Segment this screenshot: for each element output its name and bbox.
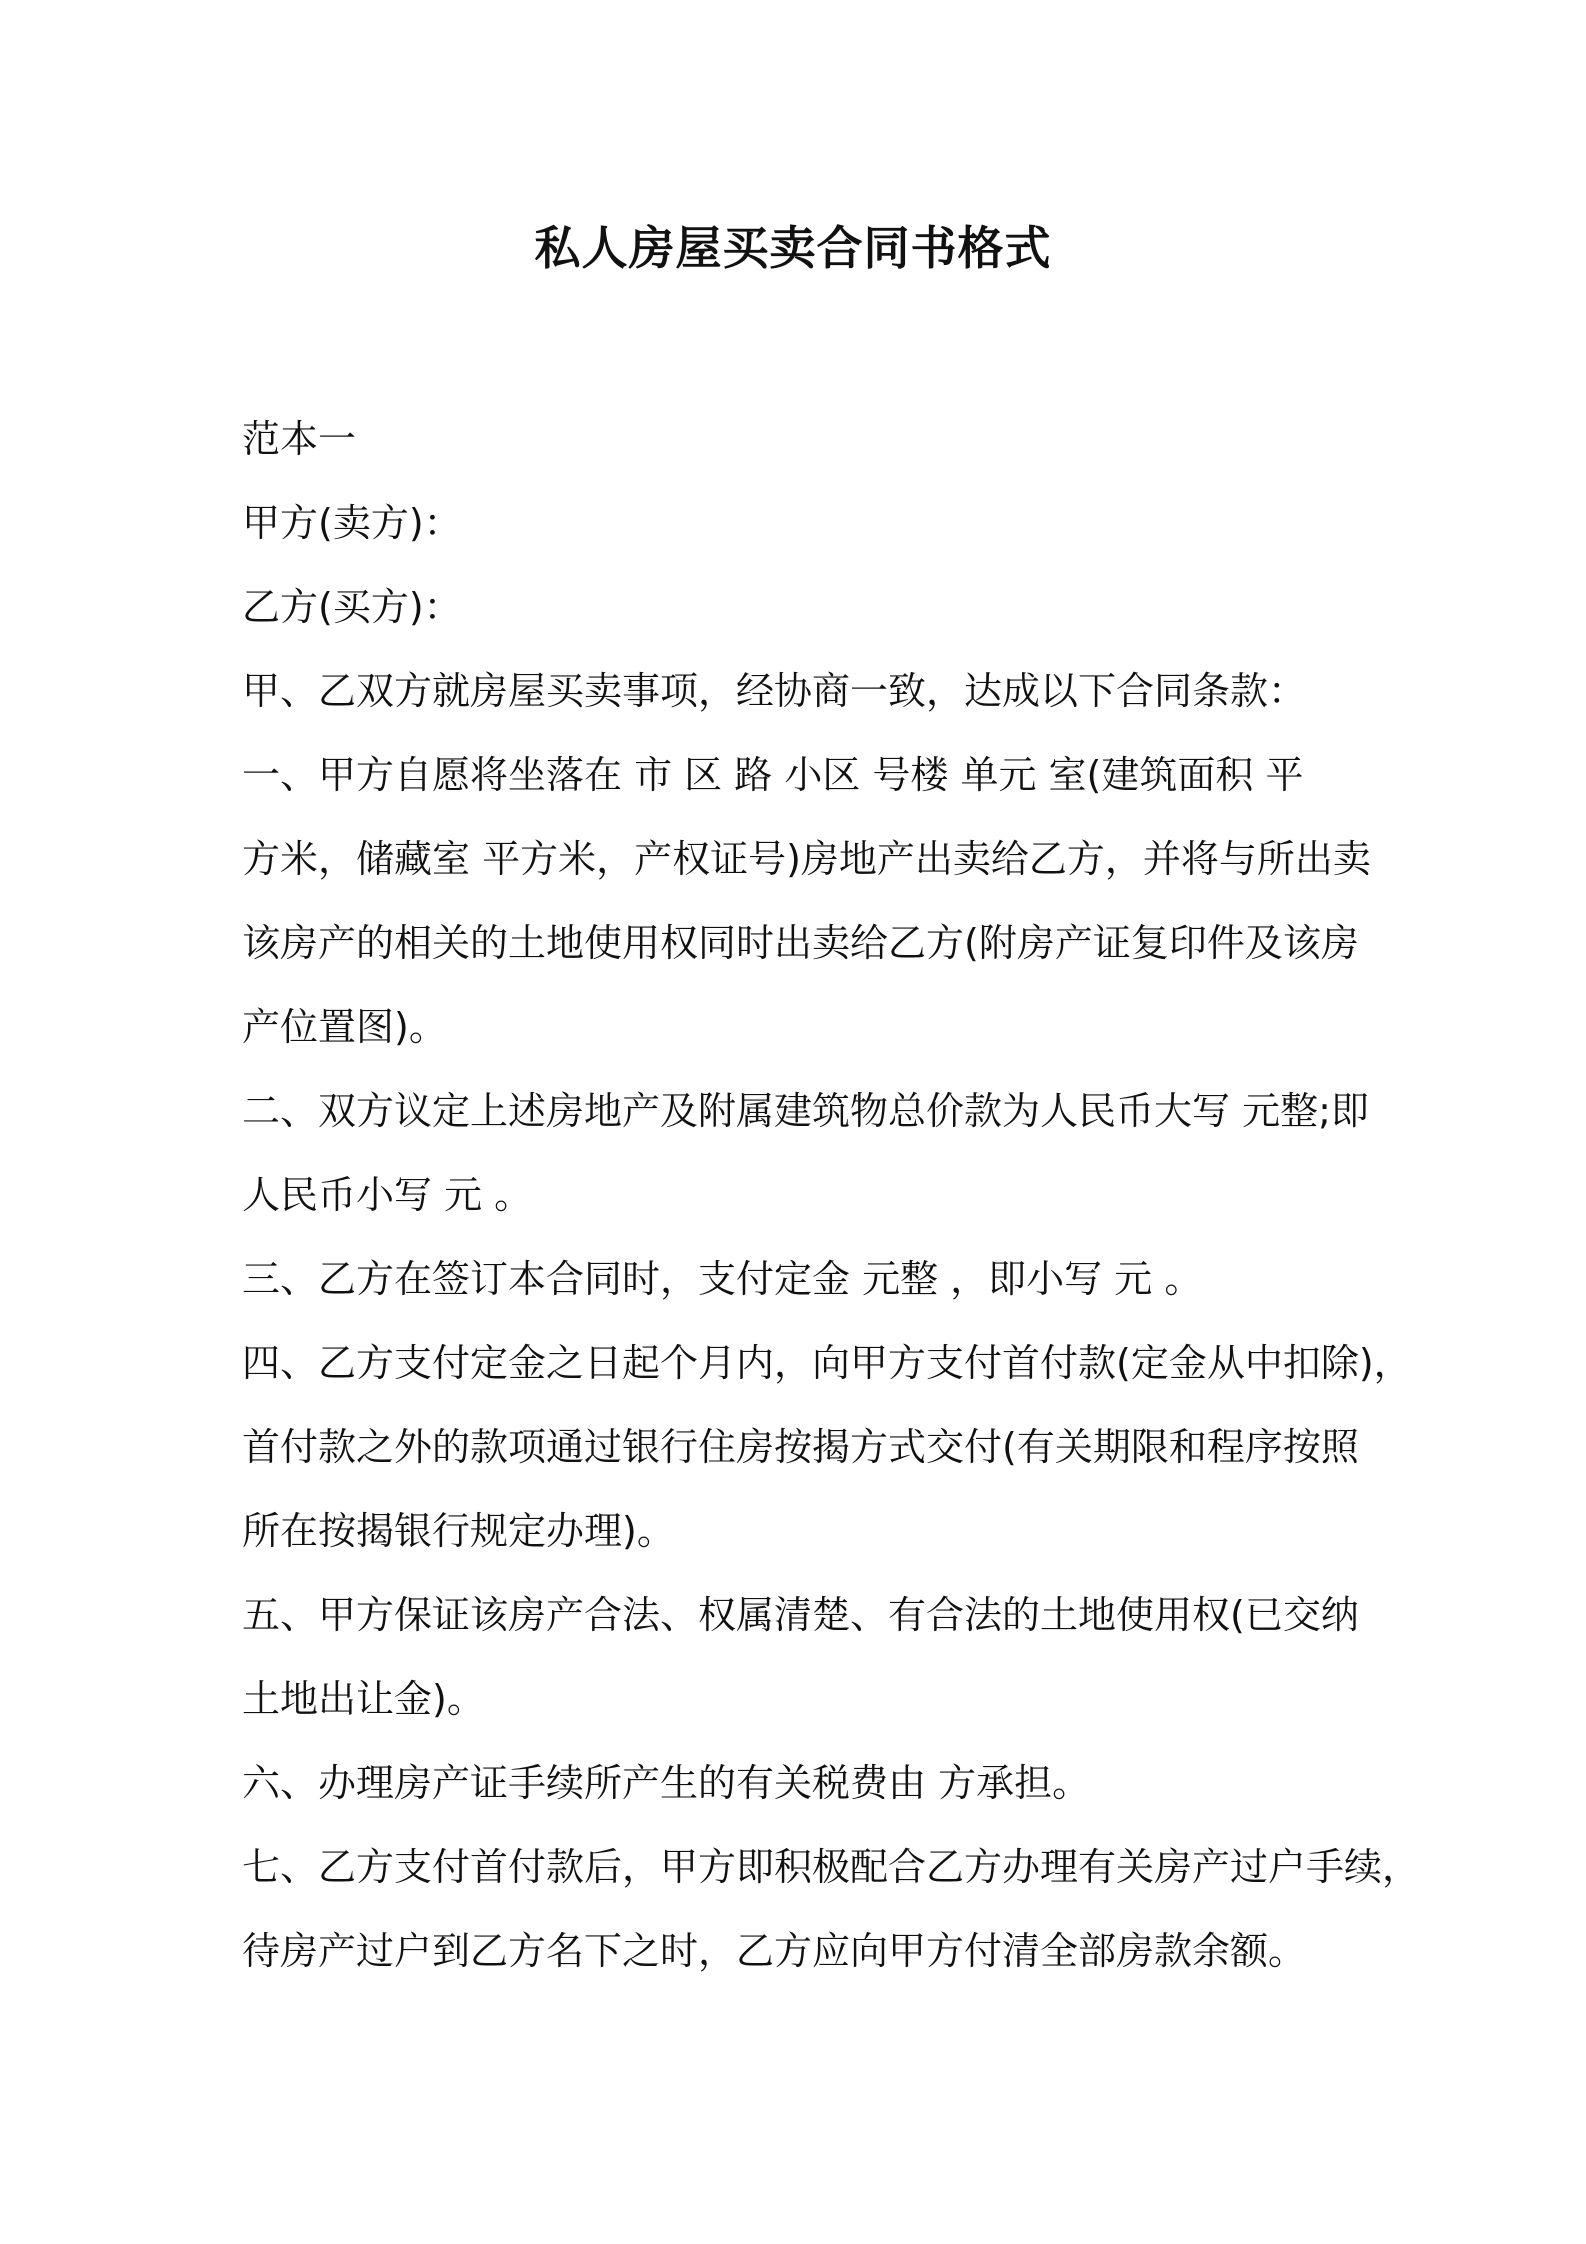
clause-5-line-1: 五、甲方保证该房产合法、权属清楚、有合法的土地使用权(已交纳	[242, 1593, 1359, 1637]
clause-4-line-1: 四、乙方支付定金之日起个月内，向甲方支付首付款(定金从中扣除)，	[242, 1341, 1412, 1385]
clause-7-line-2: 待房产过户到乙方名下之时，乙方应向甲方付清全部房款余额。	[242, 1929, 1307, 1973]
clause-1-line-2: 方米，储藏室 平方米，产权证号)房地产出卖给乙方，并将与所出卖	[242, 837, 1371, 881]
clause-6-line-1: 六、办理房产证手续所产生的有关税费由 方承担。	[242, 1761, 1091, 1805]
clause-2-line-1: 二、双方议定上述房地产及附属建筑物总价款为人民币大写 元整;即	[242, 1089, 1369, 1133]
clause-2-line-2: 人民币小写 元 。	[242, 1173, 533, 1217]
preamble: 甲、乙双方就房屋买卖事项，经协商一致，达成以下合同条款：	[242, 669, 1307, 713]
document-title: 私人房屋买卖合同书格式	[534, 221, 1052, 275]
clause-7-line-1: 七、乙方支付首付款后，甲方即积极配合乙方办理有关房产过户手续，	[242, 1845, 1421, 1889]
clause-4-line-2: 首付款之外的款项通过银行住房按揭方式交付(有关期限和程序按照	[242, 1425, 1359, 1469]
clause-5-line-2: 土地出让金)。	[242, 1677, 485, 1721]
party-b-buyer: 乙方(买方)：	[242, 585, 462, 629]
contract-body	[242, 397, 1421, 1993]
clause-1-line-4: 产位置图)。	[242, 1005, 447, 1049]
clause-3-line-1: 三、乙方在签订本合同时，支付定金 元整 ，即小写 元 。	[242, 1257, 1203, 1301]
party-a-seller: 甲方(卖方)：	[242, 501, 462, 545]
clause-4-line-3: 所在按揭银行规定办理)。	[242, 1509, 675, 1553]
template-label: 范本一	[242, 417, 357, 461]
clause-1-line-1: 一、甲方自愿将坐落在 市 区 路 小区 号楼 单元 室(建筑面积 平	[242, 753, 1304, 797]
clause-1-line-3: 该房产的相关的土地使用权同时出卖给乙方(附房产证复印件及该房	[242, 921, 1359, 965]
